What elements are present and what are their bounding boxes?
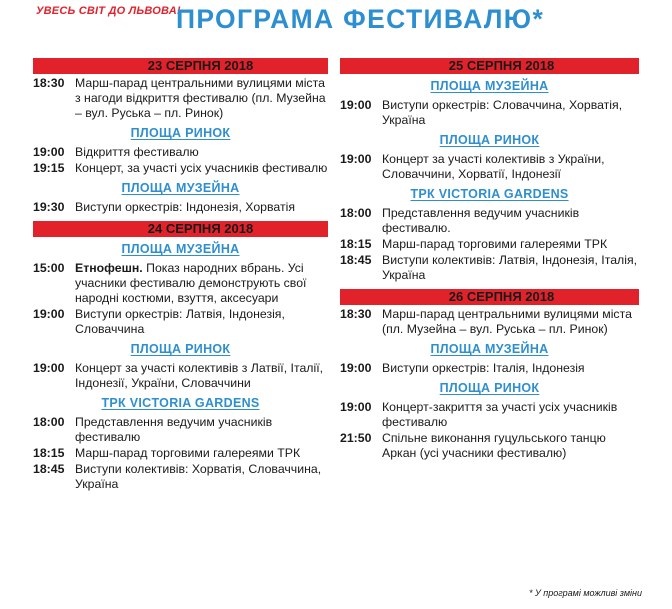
event-time: 18:45 bbox=[340, 253, 372, 267]
event-text: Виступи оркестрів: Італія, Індонезія bbox=[382, 361, 585, 375]
event-row bbox=[33, 161, 328, 176]
event-text: Марш-парад торговими галереями ТРК bbox=[382, 237, 608, 251]
day-header bbox=[340, 289, 639, 305]
event-time: 19:00 bbox=[33, 361, 65, 375]
event-time: 18:30 bbox=[340, 307, 372, 321]
event-text: Показ народних вбрань. Усі учасники фестивалю демонструють свої народні костюми, взуття, аксесуари bbox=[75, 261, 307, 305]
event-time: 18:15 bbox=[33, 446, 65, 460]
event-time: 19:00 bbox=[340, 152, 372, 166]
event-description bbox=[75, 161, 328, 176]
tagline: УВЕСЬ СВІТ ДО ЛЬВОВА! bbox=[36, 5, 181, 17]
event-description bbox=[75, 361, 328, 391]
event-description bbox=[75, 261, 328, 306]
event-row bbox=[33, 361, 328, 391]
event-time: 21:50 bbox=[340, 431, 372, 445]
event-row bbox=[340, 361, 639, 376]
event-row bbox=[340, 152, 639, 182]
event-row bbox=[33, 200, 328, 215]
event-row bbox=[33, 446, 328, 461]
event-text: Марш-парад торговими галереями ТРК bbox=[75, 446, 301, 460]
event-text: Концерт-закриття за участі усіх учасників фестивалю bbox=[382, 400, 618, 429]
event-time: 19:00 bbox=[340, 361, 372, 375]
day-section bbox=[33, 58, 328, 215]
event-time: 19:00 bbox=[340, 98, 372, 112]
event-row bbox=[33, 261, 328, 306]
day-section bbox=[33, 221, 328, 492]
schedule-column-left bbox=[33, 58, 328, 498]
event-text: Концерт, за участі усіх учасників фестивалю bbox=[75, 161, 328, 175]
event-text: Виступи колективів: Хорватія, Словаччина, Україна bbox=[75, 462, 322, 491]
event-description bbox=[75, 446, 328, 461]
event-row bbox=[340, 307, 639, 337]
event-time: 18:30 bbox=[33, 76, 65, 90]
day-date: 23 СЕРПНЯ 2018 bbox=[147, 58, 254, 73]
event-description bbox=[75, 76, 328, 121]
event-row bbox=[33, 307, 328, 337]
event-text: Представлення ведучим учасників фестивалю. bbox=[382, 206, 580, 235]
event-text: Відкриття фестивалю bbox=[75, 145, 199, 159]
event-description bbox=[382, 206, 639, 236]
day-date: 25 СЕРПНЯ 2018 bbox=[448, 58, 555, 73]
event-row bbox=[33, 145, 328, 160]
event-time: 15:00 bbox=[33, 261, 65, 275]
venue-heading: ПЛОЩА РИНОК bbox=[439, 381, 540, 395]
venue-heading: ПЛОЩА РИНОК bbox=[130, 342, 231, 356]
page-title: ПРОГРАМА ФЕСТИВАЛЮ* bbox=[176, 4, 545, 34]
event-text: Марш-парад центральними вулицями міста (пл. Музейна – вул. Руська – пл. Ринок) bbox=[382, 307, 632, 336]
event-description bbox=[75, 145, 328, 160]
event-description bbox=[382, 307, 639, 337]
event-highlight: Етнофешн. bbox=[75, 261, 143, 275]
event-row bbox=[33, 415, 328, 445]
event-time: 18:00 bbox=[33, 415, 65, 429]
event-text: Представлення ведучим учасників фестивалю bbox=[75, 415, 273, 444]
event-description bbox=[382, 237, 639, 252]
event-description bbox=[382, 400, 639, 430]
event-description bbox=[75, 415, 328, 445]
event-time: 19:00 bbox=[340, 400, 372, 414]
event-time: 19:00 bbox=[33, 145, 65, 159]
day-section bbox=[340, 289, 639, 461]
event-time: 18:45 bbox=[33, 462, 65, 476]
day-header bbox=[33, 58, 328, 74]
event-row bbox=[340, 98, 639, 128]
event-text: Виступи колективів: Латвія, Індонезія, Італія, Україна bbox=[382, 253, 638, 282]
event-description bbox=[75, 200, 328, 215]
event-text: Концерт за участі колективів з України, Словаччини, Хорватії, Індонезії bbox=[382, 152, 605, 181]
venue-heading: ПЛОЩА МУЗЕЙНА bbox=[121, 242, 240, 256]
schedule-column-right bbox=[340, 58, 639, 467]
event-description bbox=[382, 152, 639, 182]
event-row bbox=[340, 206, 639, 236]
day-date: 26 СЕРПНЯ 2018 bbox=[448, 289, 555, 304]
footnote: * У програмі можливі зміни bbox=[529, 588, 642, 598]
event-description bbox=[382, 253, 639, 283]
venue-heading: ПЛОЩА РИНОК bbox=[439, 133, 540, 147]
event-description bbox=[382, 98, 639, 128]
event-time: 18:00 bbox=[340, 206, 372, 220]
venue-heading: ПЛОЩА МУЗЕЙНА bbox=[121, 181, 240, 195]
event-text: Спільне виконання гуцульського танцю Аркан (усі учасники фестивалю) bbox=[382, 431, 606, 460]
event-row bbox=[33, 462, 328, 492]
event-row bbox=[340, 431, 639, 461]
day-section bbox=[340, 58, 639, 283]
event-row bbox=[340, 400, 639, 430]
event-text: Концерт за участі колективів з Латвії, Італії, Індонезії, України, Словаччини bbox=[75, 361, 324, 390]
venue-heading: ПЛОЩА РИНОК bbox=[130, 126, 231, 140]
day-header bbox=[340, 58, 639, 74]
event-time: 19:00 bbox=[33, 307, 65, 321]
event-text: Виступи оркестрів: Латвія, Індонезія, Словаччина bbox=[75, 307, 285, 336]
event-description bbox=[75, 462, 328, 492]
event-row bbox=[340, 253, 639, 283]
day-date: 24 СЕРПНЯ 2018 bbox=[147, 221, 254, 236]
venue-heading: ПЛОЩА МУЗЕЙНА bbox=[430, 79, 549, 93]
venue-heading: ТРК VICTORIA GARDENS bbox=[101, 396, 260, 410]
event-time: 18:15 bbox=[340, 237, 372, 251]
event-row bbox=[33, 76, 328, 121]
event-description bbox=[75, 307, 328, 337]
venue-heading: ТРК VICTORIA GARDENS bbox=[410, 187, 569, 201]
event-text: Марш-парад центральними вулицями міста з нагоди відкриття фестивалю (пл. Музейна – вул. Руська – пл. Ринок) bbox=[75, 76, 326, 120]
event-time: 19:15 bbox=[33, 161, 65, 175]
event-row bbox=[340, 237, 639, 252]
day-header bbox=[33, 221, 328, 237]
event-time: 19:30 bbox=[33, 200, 65, 214]
event-text: Виступи оркестрів: Словаччина, Хорватія, Україна bbox=[382, 98, 623, 127]
event-description bbox=[382, 431, 639, 461]
event-text: Виступи оркестрів: Індонезія, Хорватія bbox=[75, 200, 296, 214]
event-description bbox=[382, 361, 639, 376]
venue-heading: ПЛОЩА МУЗЕЙНА bbox=[430, 342, 549, 356]
